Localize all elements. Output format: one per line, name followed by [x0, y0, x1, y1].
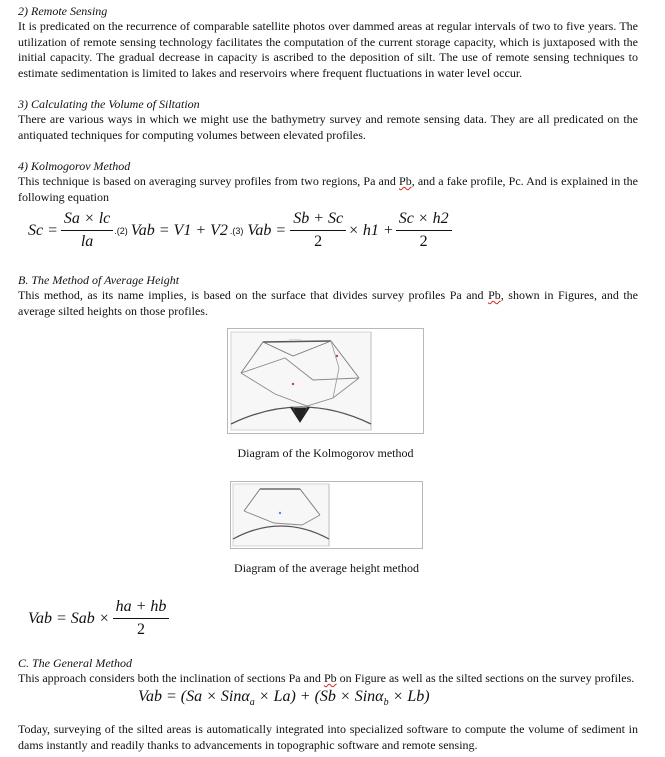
eq1-fraction	[61, 209, 113, 252]
avg-eq-numerator: ha + hb	[113, 597, 170, 619]
eq1-lhs: Sc =	[28, 221, 58, 239]
eq-label-2: .(2)	[114, 225, 128, 236]
kolmogorov-marker	[292, 383, 294, 385]
general-eq-part2: × La) + (Sb × Sinα	[254, 688, 384, 705]
kolmogorov-marker	[336, 355, 338, 357]
figure-average-height-drawing	[230, 481, 423, 549]
general-eq-part3: × Lb)	[388, 688, 430, 705]
average-height-pb-term: Pb	[488, 288, 501, 302]
average-marker	[279, 512, 281, 514]
avg-eq-lhs: Vab = Sab ×	[28, 609, 110, 627]
eq-label-3: .(3)	[229, 225, 244, 236]
eq3-fraction-2	[396, 209, 452, 252]
heading-average-height: B. The Method of Average Height	[18, 273, 180, 287]
kolmogorov-pb-term: Pb	[399, 174, 412, 188]
eq3-middle: × h1 +	[348, 221, 394, 239]
general-eq-sub-b: b	[383, 697, 389, 709]
kolmogorov-top-label: ———	[289, 336, 301, 341]
kolmogorov-equations	[28, 209, 452, 252]
general-pb-term: Pb	[323, 671, 337, 685]
eq3-frac2-numerator: Sc × h2	[396, 209, 452, 231]
heading-siltation: 3) Calculating the Volume of Siltation	[18, 97, 200, 111]
eq3-lhs: Vab =	[247, 221, 287, 239]
eq3-frac1-denominator: 2	[314, 233, 323, 250]
general-equation	[138, 688, 430, 708]
average-height-equation	[28, 597, 169, 640]
eq2: Vab = V1 + V2	[130, 221, 228, 239]
avg-eq-fraction	[113, 597, 170, 640]
general-text-1: This approach considers both the inclination of sections Pa and	[18, 671, 324, 685]
figure-average-height	[230, 481, 423, 549]
average-height-text-2: , shown in Figures, and the average silted heights on those profiles.	[18, 288, 638, 318]
paragraph-siltation: There are various ways in which we might use the bathymetry survey and remote sensing data. They are all predicated on the antiquated techniques for computing volumes between elevated profiles.	[18, 112, 638, 142]
paragraph-average-height	[18, 288, 638, 319]
kolmogorov-text-2: , and a fake profile, Pc. And is explained in the following equation	[18, 174, 638, 204]
paragraph-remote-sensing: It is predicated on the recurrence of comparable satellite photos over dammed areas at regular intervals of two to five years. The utilization of remote sensing technology facilitates the computation of the current storage capacity, which is juxtaposed with the initial capacity. The gradual decrease in capacity is ascribed to the deposition of silt. The use of remote sensing techniques to estimate sedimentation is limited to lakes and reservoirs where frequent fluctuations in water level occur.	[18, 19, 638, 80]
avg-eq-denominator: 2	[136, 621, 145, 638]
paragraph-kolmogorov	[18, 174, 638, 205]
kolmogorov-text-1: This technique is based on averaging survey profiles from two regions, Pa and	[18, 174, 400, 188]
eq1-denominator: la	[80, 233, 94, 250]
heading-remote-sensing: 2) Remote Sensing	[18, 4, 108, 18]
average-height-text-1: This method, as its name implies, is based on the surface that divides survey profiles Pa and	[18, 288, 489, 302]
general-eq-sub-a: a	[249, 697, 255, 709]
figure-average-height-caption: Diagram of the average height method	[234, 561, 419, 575]
kolmogorov-top-profile	[263, 341, 331, 342]
figure-kolmogorov-drawing	[227, 328, 424, 434]
figure-kolmogorov	[227, 328, 424, 434]
heading-general-method: C. The General Method	[18, 656, 132, 670]
paragraph-closing: Today, surveying of the silted areas is automatically integrated into specialized software to compute the volume of sediment in dams instantly and readily thanks to advancements in topographic software and remote sensing.	[18, 722, 638, 752]
eq3-frac1-numerator: Sb + Sc	[290, 209, 346, 231]
eq3-frac2-denominator: 2	[419, 233, 428, 250]
general-text-2: on Figure as well as the silted sections on the survey profiles.	[336, 671, 635, 685]
eq1-numerator: Sa × lc	[61, 209, 113, 231]
figure-kolmogorov-caption: Diagram of the Kolmogorov method	[237, 446, 414, 460]
paragraph-general-method	[18, 671, 638, 687]
general-eq-part1: Vab = (Sa × Sinα	[138, 688, 250, 705]
eq3-fraction-1	[290, 209, 346, 252]
heading-kolmogorov: 4) Kolmogorov Method	[18, 159, 131, 173]
